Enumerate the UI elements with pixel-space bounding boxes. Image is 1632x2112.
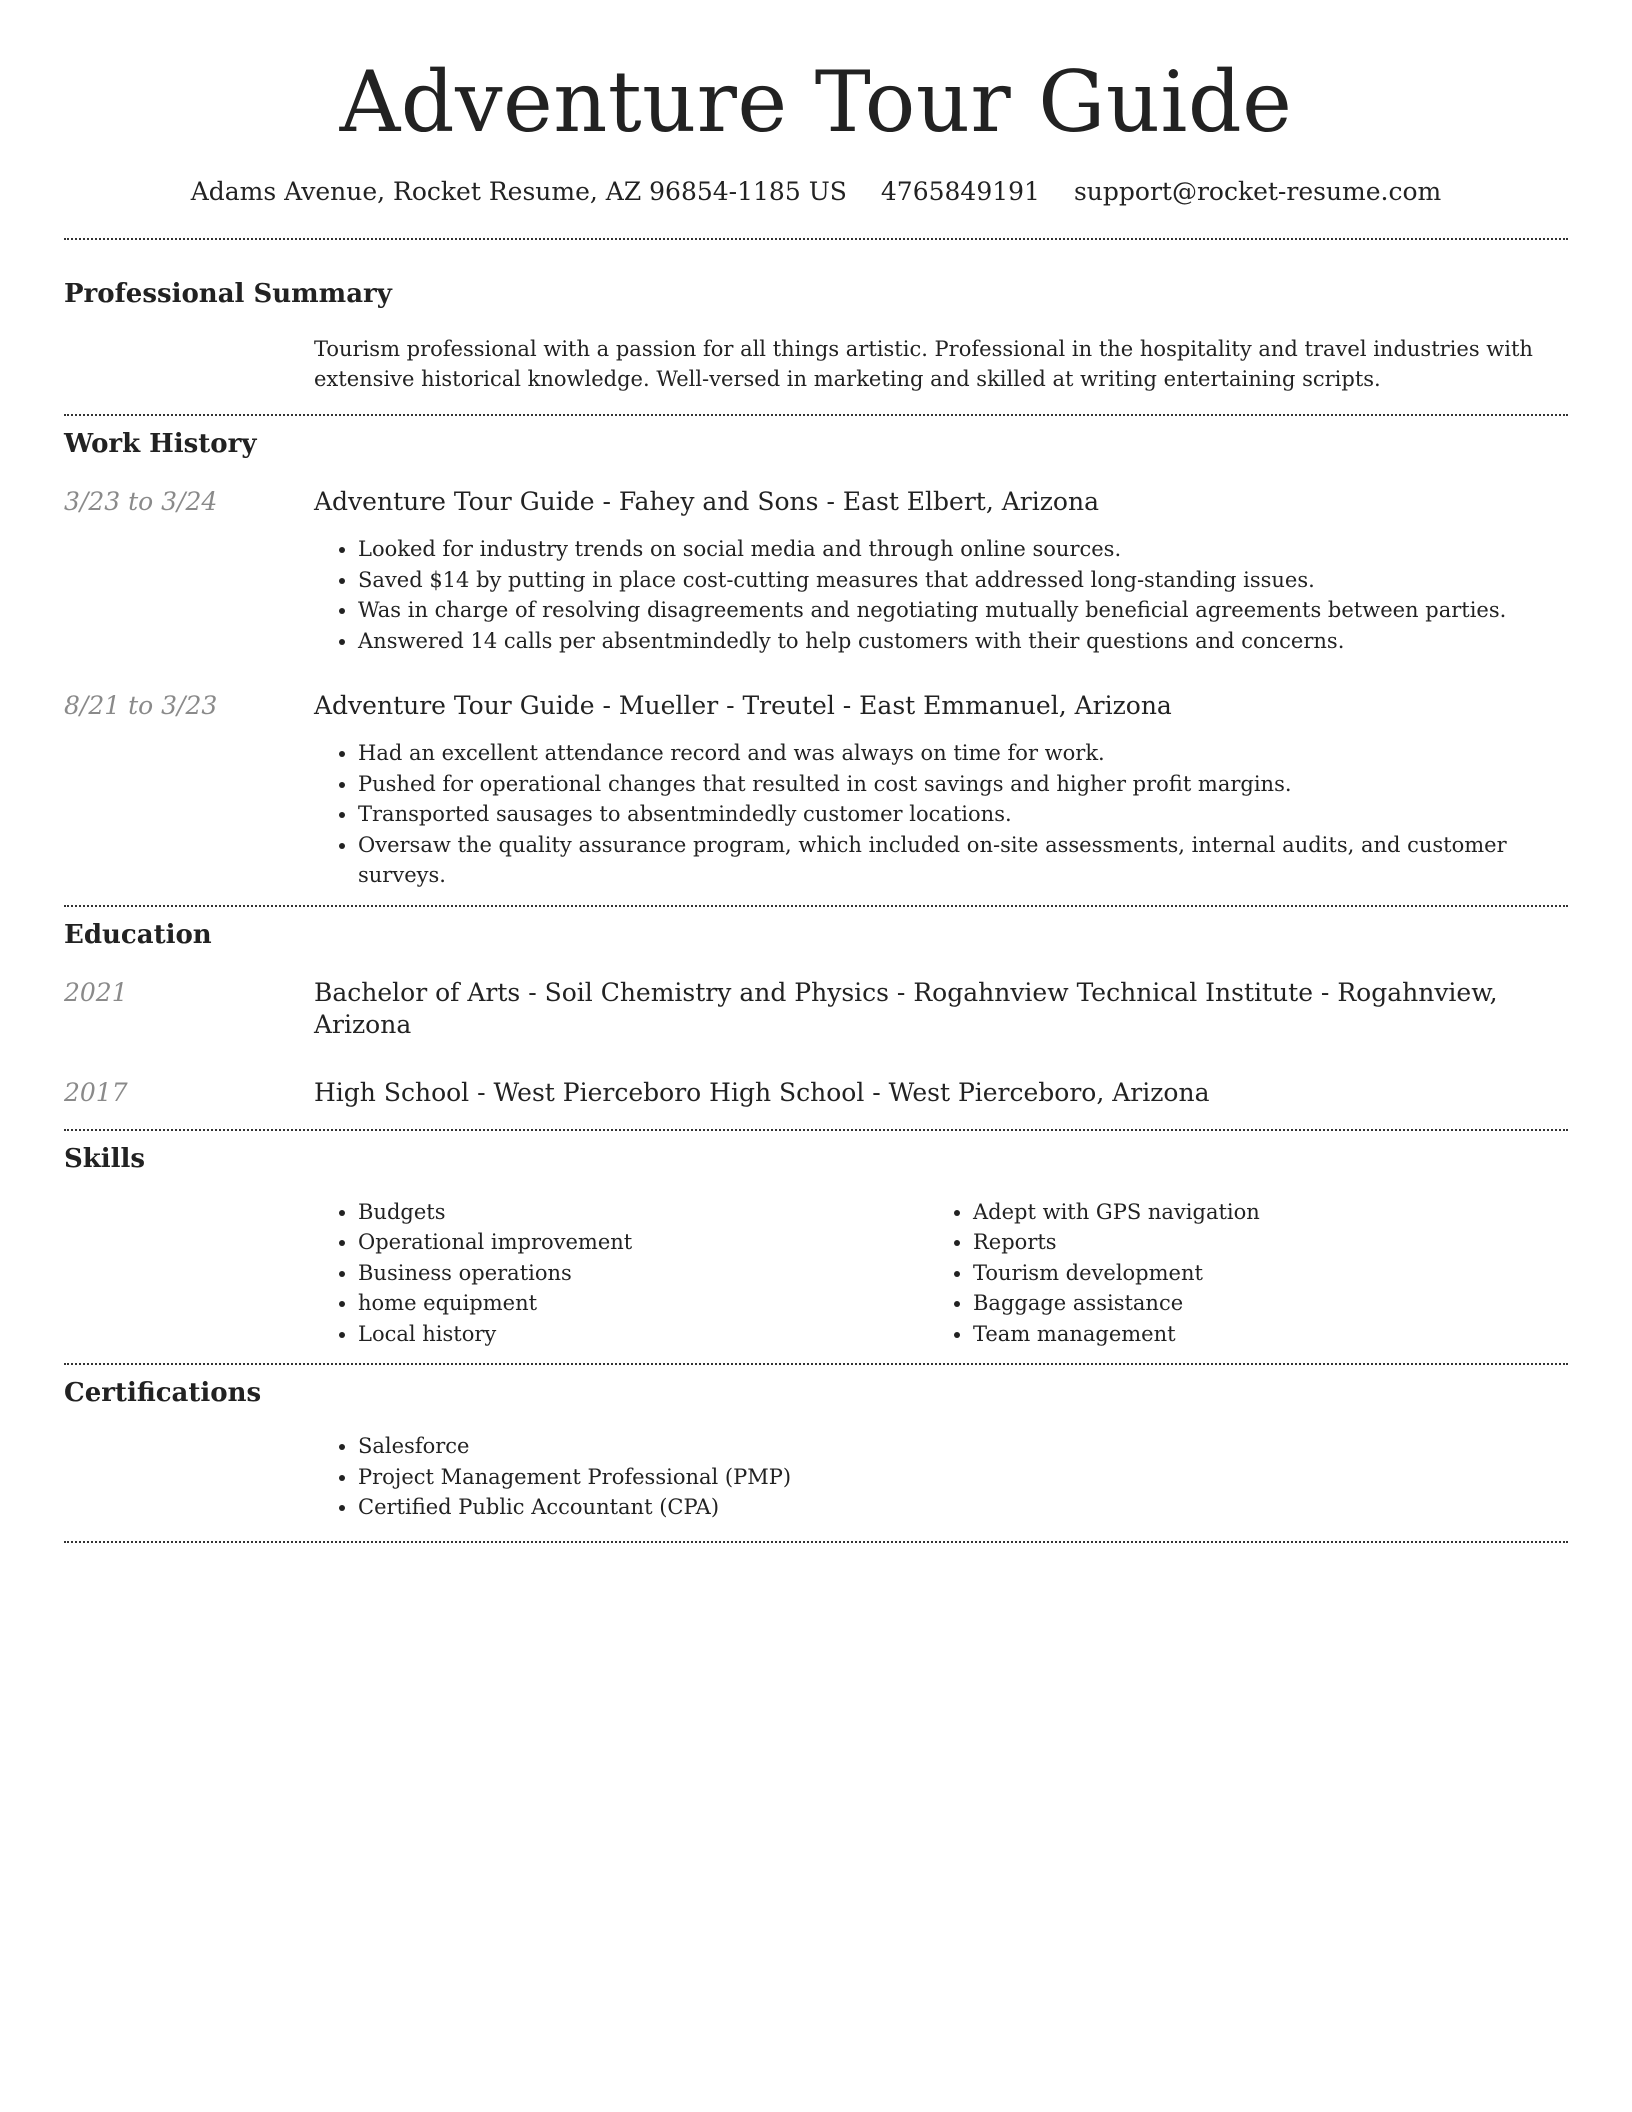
work-section <box>64 416 1568 891</box>
list-item: • Answered 14 calls per absentmindedly to help customers with their questions and concerns. <box>358 626 1568 657</box>
education-section <box>64 907 1568 1109</box>
contact-address: Adams Avenue, Rocket Resume, AZ 96854-1185 US <box>190 177 847 206</box>
section-title-skills: Skills <box>64 1143 146 1174</box>
skills-section <box>64 1131 1568 1350</box>
list-item: • Business operations <box>358 1258 929 1289</box>
list-item: • Budgets <box>358 1197 929 1228</box>
skills-list-right <box>929 1197 1544 1350</box>
list-item: • Local history <box>358 1319 929 1350</box>
job-bullets <box>314 534 1568 656</box>
list-item: • Had an excellent attendance record and was always on time for work. <box>358 738 1568 769</box>
contact-line <box>64 176 1568 208</box>
certifications-list <box>314 1431 1568 1523</box>
section-title-summary: Professional Summary <box>64 279 392 309</box>
summary-section <box>64 240 1568 394</box>
list-item: • Project Management Professional (PMP) <box>358 1462 1568 1493</box>
list-item: • Saved $14 by putting in place cost-cutting measures that addressed long-standing issues. <box>358 565 1568 596</box>
summary-text: Tourism professional with a passion for all things artistic. Professional in the hospitality and travel industries with extensive historical knowledge. Well-versed in marketing and skilled at writing entertaining scripts. <box>314 337 1533 391</box>
education-entry <box>64 1077 1568 1109</box>
list-item: • Was in charge of resolving disagreements and negotiating mutually beneficial agreements between parties. <box>358 595 1568 626</box>
list-item: • Looked for industry trends on social media and through online sources. <box>358 534 1568 565</box>
education-year: 2021 <box>64 977 128 1007</box>
divider <box>64 1541 1568 1543</box>
education-year: 2017 <box>64 1077 128 1107</box>
job-dates: 3/23 to 3/24 <box>64 487 218 516</box>
job-heading: Adventure Tour Guide - Mueller - Treutel - East Emmanuel, Arizona <box>314 691 1172 720</box>
list-item: • Oversaw the quality assurance program, which included on-site assessments, internal audits, and customer surveys. <box>358 830 1568 891</box>
list-item: • Pushed for operational changes that resulted in cost savings and higher profit margins. <box>358 769 1568 800</box>
list-item: • Transported sausages to absentmindedly customer locations. <box>358 799 1568 830</box>
contact-phone: 4765849191 <box>880 177 1040 206</box>
list-item: • Tourism development <box>973 1258 1544 1289</box>
education-text: Bachelor of Arts - Soil Chemistry and Physics - Rogahnview Technical Institute - Rogahnview, Arizona <box>314 977 1498 1039</box>
education-text: High School - West Pierceboro High School - West Pierceboro, Arizona <box>314 1077 1210 1107</box>
list-item: • Salesforce <box>358 1431 1568 1462</box>
list-item: • Certified Public Accountant (CPA) <box>358 1492 1568 1523</box>
resume-name: Adventure Tour Guide <box>339 53 1293 151</box>
list-item: • Operational improvement <box>358 1227 929 1258</box>
section-title-education: Education <box>64 919 212 950</box>
section-title-work: Work History <box>64 429 257 459</box>
list-item: • Adept with GPS navigation <box>973 1197 1544 1228</box>
contact-email: support@rocket-resume.com <box>1073 177 1442 206</box>
education-entry <box>64 977 1568 1041</box>
resume-page <box>64 0 1568 1543</box>
job-entry <box>64 690 1568 891</box>
job-entry <box>64 486 1568 656</box>
list-item: • home equipment <box>358 1288 929 1319</box>
job-dates: 8/21 to 3/23 <box>64 691 218 720</box>
section-title-certifications: Certifications <box>64 1378 262 1408</box>
list-item: • Baggage assistance <box>973 1288 1544 1319</box>
job-bullets <box>314 738 1568 891</box>
skills-list-left <box>314 1197 929 1350</box>
job-heading: Adventure Tour Guide - Fahey and Sons - East Elbert, Arizona <box>314 487 1099 516</box>
certifications-section <box>64 1365 1568 1523</box>
list-item: • Team management <box>973 1319 1544 1350</box>
list-item: • Reports <box>973 1227 1544 1258</box>
